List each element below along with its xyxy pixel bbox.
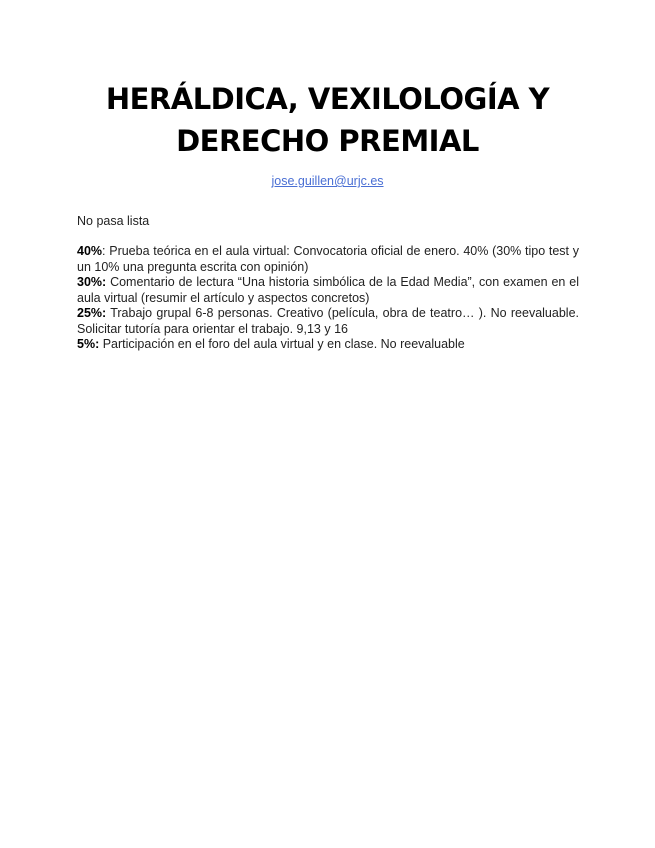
grading-description: Comentario de lectura “Una historia simbólica de la Edad Media”, con examen en el aula virtual (resumir el artículo y aspectos concretos) [77,275,579,305]
title-line-1: HERÁLDICA, VEXILOLOGÍA Y [105,82,550,116]
document-title [60,78,595,162]
grading-item-25 [77,306,579,337]
grading-weight: 25%: [77,306,107,320]
intro-text: No pasa lista [77,214,150,228]
grading-weight: 30%: [77,275,107,289]
grading-description: : Prueba teórica en el aula virtual: Convocatoria oficial de enero. 40% (30% tipo test y un 10% una pregunta escrita con opinión) [77,244,579,274]
grading-list [77,244,579,353]
grading-item-5 [77,337,579,353]
email-link[interactable]: jose.guillen@urjc.es [271,174,384,188]
grading-description: Trabajo grupal 6-8 personas. Creativo (película, obra de teatro… ). No reevaluable. Solicitar tutoría para orientar el trabajo. 9,13 y 16 [77,306,579,336]
grading-weight: 40% [77,244,103,258]
title-line-2: DERECHO PREMIAL [176,124,479,158]
grading-item-40 [77,244,579,275]
grading-description: Participación en el foro del aula virtual y en clase. No reevaluable [99,337,465,351]
grading-item-30 [77,275,579,306]
grading-weight: 5%: [77,337,100,351]
email-line [0,173,655,189]
